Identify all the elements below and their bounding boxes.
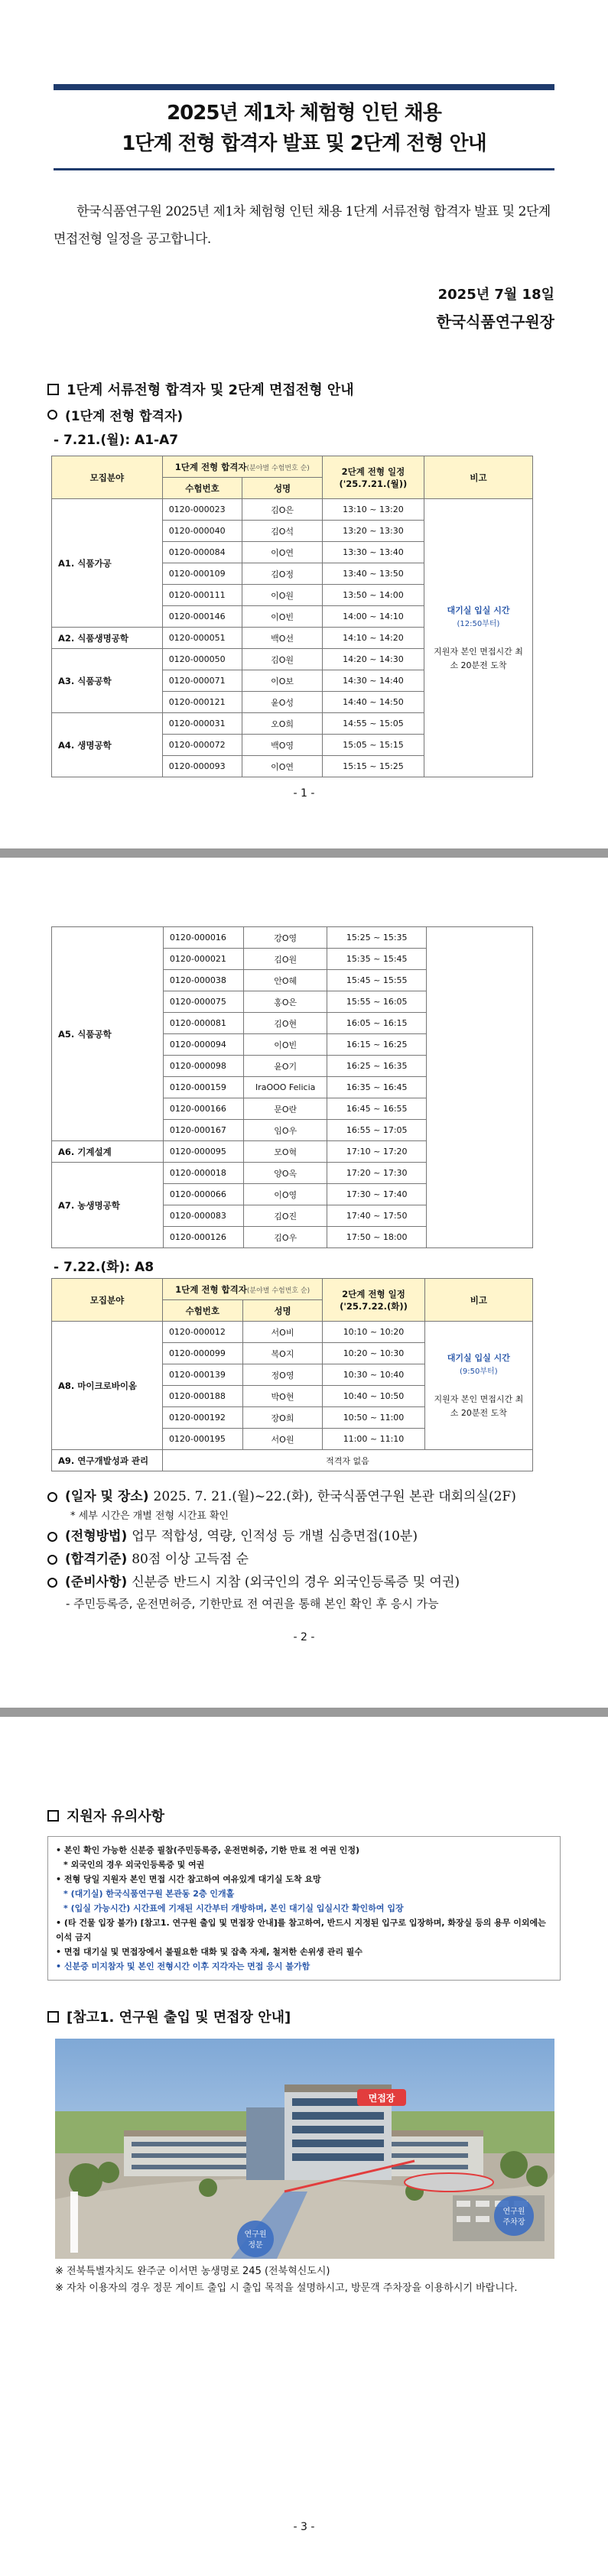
interview-time: 16:15 ~ 16:25 [327,1034,427,1056]
applicant-name: 이O보 [242,670,323,692]
detail-preparation-sub: - 주민등록증, 운전면허증, 기한만료 전 여권을 통해 본인 확인 후 응시 가능 [66,1597,439,1611]
interview-room-marker [357,2089,406,2106]
schedule-table-day1 [51,456,533,777]
applicant-name: 김O은 [242,499,323,521]
exam-number: 0120-000192 [162,1407,242,1429]
exam-number: 0120-000040 [162,521,242,542]
exam-number: 0120-000018 [163,1163,243,1184]
note-cell [424,1322,532,1450]
title-banner [54,84,554,170]
interview-time: 16:55 ~ 17:05 [327,1120,427,1141]
header-time: 2단계 전형 일정 ('25.7.21.(월)) [322,456,424,499]
page-title-line1: 2025년 제1차 체험형 인턴 채용 [167,102,441,125]
exam-number: 0120-000146 [162,606,242,628]
exam-number: 0120-000188 [162,1386,242,1407]
header-num: 수험번호 [162,478,242,499]
exam-number: 0120-000166 [163,1098,243,1120]
header-note: 비고 [424,456,533,499]
interview-time: 14:30 ~ 14:40 [322,670,424,692]
applicant-name: 정O영 [242,1364,323,1386]
exam-number: 0120-000167 [163,1120,243,1141]
exam-number: 0120-000195 [162,1429,242,1450]
exam-number: 0120-000031 [162,713,242,735]
field-cell: A6. 기계설계 [52,1141,164,1163]
day1-label: - 7.21.(월): A1-A7 [54,433,179,448]
exam-number: 0120-000111 [162,585,242,606]
applicant-name: 장O희 [242,1407,323,1429]
interview-time: 15:05 ~ 15:15 [322,735,424,756]
exam-number: 0120-000023 [162,499,242,521]
exam-number: 0120-000093 [162,756,242,777]
interview-time: 17:40 ~ 17:50 [327,1205,427,1227]
applicant-name: 이O원 [242,585,323,606]
exam-number: 0120-000121 [162,692,242,713]
applicant-name: 서O원 [242,1429,323,1450]
exam-number: 0120-000075 [163,991,243,1013]
square-bullet-icon [47,1810,59,1822]
square-bullet-icon [47,2011,59,2023]
applicant-name: 백O선 [242,628,323,649]
svg-text:주차장: 주차장 [502,2218,525,2227]
waiting-room-time: (9:50부터) [460,1367,498,1376]
applicant-name: 강O영 [244,927,327,949]
applicant-name: 이O영 [244,1184,327,1205]
arrival-note: 지원자 본인 면접시간 최소 20분전 도착 [434,646,523,670]
campus-photo [55,2039,554,2259]
interview-time: 16:45 ~ 16:55 [327,1098,427,1120]
header-field: 모집분야 [52,1279,163,1322]
exam-number: 0120-000021 [163,949,243,970]
exam-number: 0120-000051 [162,628,242,649]
notice-date: 2025년 7월 18일 [437,287,554,303]
applicant-name: 양O옥 [244,1163,327,1184]
applicant-name: 이O빈 [242,606,323,628]
applicant-name: 안O혜 [244,970,327,991]
applicant-name: 이O연 [242,542,323,563]
day2-label: - 7.22.(화): A8 [54,1260,154,1275]
schedule-table-day1-cont [51,926,533,1248]
circle-bullet-icon [47,1578,57,1588]
header-name: 성명 [242,1300,323,1322]
interview-details [47,1485,561,1614]
parking-marker [494,2196,534,2236]
exam-number: 0120-000095 [163,1141,243,1163]
header-time: 2단계 전형 일정 ('25.7.22.(화)) [323,1279,424,1322]
waiting-room-note: 대기실 입실 시간 [447,605,510,615]
note-cell [424,499,533,777]
exam-number: 0120-000109 [162,563,242,585]
exam-number: 0120-000038 [163,970,243,991]
waiting-room-time: (12:50부터) [457,619,500,628]
circle-bullet-icon [47,1555,57,1565]
header-name: 성명 [242,478,323,499]
applicant-name: 윤O기 [244,1056,327,1077]
arrival-note: 지원자 본인 면접시간 최소 20분전 도착 [434,1393,524,1418]
interview-time: 16:25 ~ 16:35 [327,1056,427,1077]
exam-number: 0120-000050 [162,649,242,670]
page-3 [0,1717,608,2576]
interview-time: 10:20 ~ 10:30 [323,1343,424,1364]
interview-time: 17:30 ~ 17:40 [327,1184,427,1205]
field-cell: A4. 생명공학 [52,713,163,777]
exam-number: 0120-000012 [162,1322,242,1343]
interview-time: 14:00 ~ 14:10 [322,606,424,628]
interview-time: 11:00 ~ 11:10 [323,1429,424,1450]
interview-time: 16:05 ~ 16:15 [327,1013,427,1034]
applicant-name: 문O란 [244,1098,327,1120]
applicant-name: IraOOO Felicia [244,1077,327,1098]
applicant-name: 복O지 [242,1343,323,1364]
interview-time: 10:50 ~ 11:00 [323,1407,424,1429]
interview-time: 14:10 ~ 14:20 [322,628,424,649]
table-row [52,1322,533,1343]
svg-text:면접장: 면접장 [368,2093,395,2104]
location-notes [55,2263,608,2297]
exam-number: 0120-000016 [163,927,243,949]
interview-time: 13:10 ~ 13:20 [322,499,424,521]
no-qualified-cell: 적격자 없음 [162,1450,532,1471]
field-cell: A9. 연구개발성과 관리 [52,1450,163,1471]
applicant-name: 김O원 [244,949,327,970]
table-row [52,927,533,949]
detail-method: (전형방법) 업무 적합성, 역량, 인적성 등 개별 심층면접(10분) [47,1525,561,1548]
detail-preparation: (준비사항) 신분증 반드시 지참 (외국인의 경우 외국인등록증 및 여권) [47,1571,561,1594]
table-row [52,499,533,521]
parking-note: ※ 자차 이용자의 경우 정문 게이트 출입 시 출입 목적을 설명하시고, 방문객 주차장을 이용하시기 바랍니다. [55,2282,518,2294]
page-number: - 3 - [293,2521,315,2533]
field-cell: A7. 농생명공학 [52,1163,164,1248]
exam-number: 0120-000094 [163,1034,243,1056]
applicant-name: 김O정 [242,563,323,585]
organization-name: 한국식품연구원장 [436,313,554,331]
campus-illustration [55,2039,554,2259]
interview-time: 16:35 ~ 16:45 [327,1077,427,1098]
svg-text:정문: 정문 [248,2241,263,2250]
page-number: - 2 - [293,1631,315,1643]
header-passers: 1단계 전형 합격자(분야별 수험번호 순) [162,1279,322,1300]
interview-time: 13:40 ~ 13:50 [322,563,424,585]
field-cell: A2. 식품생명공학 [52,628,163,649]
detail-date: (일자 및 장소) 2025. 7. 21.(월)~22.(화), 한국식품연구원 본관 대회의실(2F) [47,1485,561,1508]
exam-number: 0120-000084 [162,542,242,563]
detail-pass-criteria: (합격기준) 80점 이상 고득점 순 [47,1548,561,1571]
applicant-name: 윤O성 [242,692,323,713]
interview-time: 17:10 ~ 17:20 [327,1141,427,1163]
caution-box: • 본인 확인 가능한 신분증 필참(주민등록증, 운전면허증, 기한 만료 전 여권 인정) * 외국인의 경우 외국인등록증 및 여권 • 전형 당일 지원자 본인 면접 시간 참고하여 여유있게 대기실 도착 요망 * (대기실) 한국식품연구원 본관동 2층 인개홀 * (입실 가능시간) 시간표에 기재된 시간부터 개방하며, 본인 대기실 입실시간 확인하여 입장 • (타 건물 입장 불가) [참고1. 연구원 출입 및 면접장 안내]를 참고하여, 반드시 지정된 입구로 입장하며, 화장실 등의 용무 이외에는 이석 금지 • 면접 대기실 및 면접장에서 불필요한 대화 및 잡촉 자제, 철저한 손위생 관리 필수 • 신분증 미지참자 및 본인 전형시간 이후 지각자는 면접 응시 불가함 [47,1836,561,1981]
page-2 [0,858,608,1708]
ref-heading: [참고1. 연구원 출입 및 면접장 안내] [47,2007,608,2026]
interview-time: 15:45 ~ 15:55 [327,970,427,991]
interview-time: 15:25 ~ 15:35 [327,927,427,949]
interview-time: 15:55 ~ 16:05 [327,991,427,1013]
applicant-name: 김O현 [244,1013,327,1034]
circle-bullet-icon [47,1532,57,1542]
interview-time: 14:40 ~ 14:50 [322,692,424,713]
sub-heading: (1단계 전형 합격자) [47,405,608,424]
interview-time: 17:20 ~ 17:30 [327,1163,427,1184]
exam-number: 0120-000098 [163,1056,243,1077]
header-field: 모집분야 [52,456,163,499]
exam-number: 0120-000126 [163,1227,243,1248]
interview-time: 10:10 ~ 10:20 [323,1322,424,1343]
field-cell: A5. 식품공학 [52,927,164,1141]
applicant-name: 박O현 [242,1386,323,1407]
exam-number: 0120-000139 [162,1364,242,1386]
table-row-none [52,1450,533,1471]
applicant-name: 백O영 [242,735,323,756]
page-1 [0,0,608,848]
interview-time: 14:20 ~ 14:30 [322,649,424,670]
svg-text:연구원: 연구원 [502,2208,525,2216]
applicant-name: 홍O은 [244,991,327,1013]
exam-number: 0120-000081 [163,1013,243,1034]
interview-time: 13:50 ~ 14:00 [322,585,424,606]
intro-paragraph: 한국식품연구원 2025년 제1차 체험형 인턴 채용 1단계 서류전형 합격자 발표 및 2단계 면접전형 일정을 공고합니다. [54,204,551,247]
exam-number: 0120-000066 [163,1184,243,1205]
header-num: 수험번호 [162,1300,242,1322]
detail-date-sub: * 세부 시간은 개별 전형 시간표 확인 [70,1510,229,1522]
page-title-line2: 1단계 전형 합격자 발표 및 2단계 전형 안내 [122,132,486,155]
field-cell: A8. 마이크로바이옴 [52,1322,163,1450]
note-cell-empty [427,927,533,1248]
applicant-name: 김O진 [244,1205,327,1227]
applicant-name: 모O혁 [244,1141,327,1163]
applicant-name: 김O우 [244,1227,327,1248]
interview-time: 10:40 ~ 10:50 [323,1386,424,1407]
applicant-name: 임O우 [244,1120,327,1141]
interview-time: 13:20 ~ 13:30 [322,521,424,542]
applicant-name: 이O연 [242,756,323,777]
section-heading: 1단계 서류전형 합격자 및 2단계 면접전형 안내 [47,379,608,399]
exam-number: 0120-000072 [162,735,242,756]
exam-number: 0120-000099 [162,1343,242,1364]
schedule-table-day2 [51,1278,533,1471]
applicant-name: 이O빈 [244,1034,327,1056]
applicant-name: 김O석 [242,521,323,542]
circle-bullet-icon [47,410,57,420]
interview-time: 15:15 ~ 15:25 [322,756,424,777]
exam-number: 0120-000083 [163,1205,243,1227]
waiting-room-note: 대기실 입실 시간 [447,1352,510,1363]
exam-number: 0120-000159 [163,1077,243,1098]
applicant-name: 오O희 [242,713,323,735]
svg-text:연구원: 연구원 [244,2230,267,2239]
circle-bullet-icon [47,1492,57,1502]
applicant-name: 김O원 [242,649,323,670]
interview-time: 17:50 ~ 18:00 [327,1227,427,1248]
header-note: 비고 [424,1279,532,1322]
header-passers: 1단계 전형 합격자(분야별 수험번호 순) [162,456,322,478]
square-bullet-icon [47,384,59,395]
interview-time: 10:30 ~ 10:40 [323,1364,424,1386]
page-number: - 1 - [293,787,315,800]
address-line: ※ 전북특별자치도 완주군 이서면 농생명로 245 (전북혁신도시) [55,2266,330,2277]
main-gate-marker [237,2221,274,2257]
field-cell: A3. 식품공학 [52,649,163,713]
field-cell: A1. 식품가공 [52,499,163,628]
interview-time: 13:30 ~ 13:40 [322,542,424,563]
applicant-name: 서O비 [242,1322,323,1343]
interview-time: 14:55 ~ 15:05 [322,713,424,735]
caution-heading: 지원자 유의사항 [47,1805,608,1825]
interview-time: 15:35 ~ 15:45 [327,949,427,970]
exam-number: 0120-000071 [162,670,242,692]
